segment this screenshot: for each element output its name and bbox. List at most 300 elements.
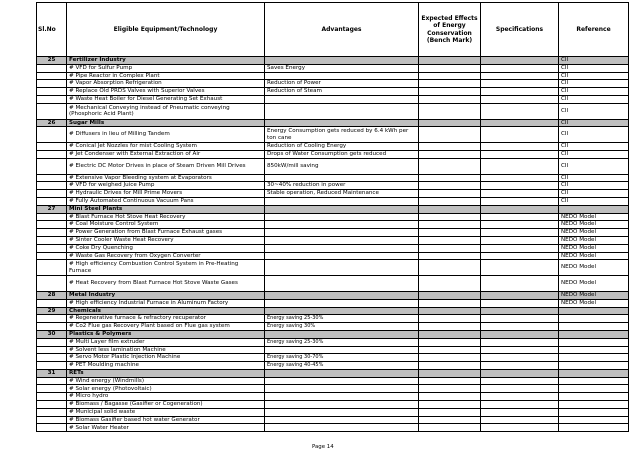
section-reference: NEDO Model — [559, 291, 629, 299]
row-number-cell — [37, 252, 67, 260]
section-row — [37, 307, 629, 315]
section-number: 28 — [37, 291, 67, 299]
section-number: 25 — [37, 57, 67, 65]
reference-cell: CII — [559, 190, 629, 198]
equipment-cell: # Hydraulic Drives for Mill Prime Movers — [67, 190, 265, 198]
section-advantages-cell — [265, 57, 419, 65]
section-expected-cell — [419, 205, 481, 213]
table-row — [37, 354, 629, 362]
specifications-cell — [481, 229, 559, 237]
expected-effects-cell — [419, 95, 481, 103]
advantages-cell: Energy saving 25-30% — [265, 315, 419, 323]
equipment-cell: # Coal Moisture Control System — [67, 221, 265, 229]
section-title: Chemicals — [67, 307, 265, 315]
row-number-cell — [37, 276, 67, 292]
section-spec-cell — [481, 330, 559, 338]
row-number-cell — [37, 64, 67, 72]
equipment-cell: # High efficiency Industrial Furnace in Aluminum Factory — [67, 299, 265, 307]
expected-effects-cell — [419, 244, 481, 252]
page-number: Page 14 — [312, 444, 334, 450]
table-row — [37, 362, 629, 370]
specifications-cell — [481, 197, 559, 205]
section-expected-cell — [419, 57, 481, 65]
specifications-cell — [481, 103, 559, 119]
advantages-cell: Drops of Water Consumption gets reduced — [265, 150, 419, 158]
table-row — [37, 346, 629, 354]
section-number: 26 — [37, 119, 67, 127]
reference-cell — [559, 346, 629, 354]
specifications-cell — [481, 338, 559, 346]
advantages-cell — [265, 236, 419, 244]
expected-effects-cell — [419, 252, 481, 260]
reference-cell: NEDO Model — [559, 260, 629, 276]
advantages-cell: Energy Consumption gets reduced by 6.4 kWh per ton cane — [265, 127, 419, 143]
advantages-cell — [265, 213, 419, 221]
section-reference — [559, 330, 629, 338]
reference-cell: NEDO Model — [559, 221, 629, 229]
row-number-cell — [37, 80, 67, 88]
equipment-cell: # Micro hydro — [67, 393, 265, 401]
equipment-cell: # Solar Water Heater — [67, 424, 265, 432]
expected-effects-cell — [419, 408, 481, 416]
expected-effects-cell — [419, 393, 481, 401]
section-row — [37, 369, 629, 377]
expected-effects-cell — [419, 213, 481, 221]
equipment-cell: # Vapor Absorption Refrigeration — [67, 80, 265, 88]
advantages-cell — [265, 299, 419, 307]
expected-effects-cell — [419, 182, 481, 190]
table-row — [37, 64, 629, 72]
specifications-cell — [481, 252, 559, 260]
advantages-cell: Reduction of Power — [265, 80, 419, 88]
advantages-cell: Energy saving 25-30% — [265, 338, 419, 346]
equipment-cell: # Multi Layer film extruder — [67, 338, 265, 346]
expected-effects-cell — [419, 127, 481, 143]
specifications-cell — [481, 362, 559, 370]
section-row — [37, 330, 629, 338]
advantages-cell: Energy saving 40-45% — [265, 362, 419, 370]
specifications-cell — [481, 315, 559, 323]
specifications-cell — [481, 323, 559, 331]
row-number-cell — [37, 299, 67, 307]
reference-cell — [559, 416, 629, 424]
reference-cell: NEDO Model — [559, 229, 629, 237]
section-reference: CII — [559, 57, 629, 65]
advantages-cell: Reduction of Cooling Energy — [265, 143, 419, 151]
equipment-cell: # Conical Jet Nozzles for mist Cooling System — [67, 143, 265, 151]
table-row — [37, 174, 629, 182]
row-number-cell — [37, 260, 67, 276]
reference-cell — [559, 315, 629, 323]
row-number-cell — [37, 338, 67, 346]
specifications-cell — [481, 354, 559, 362]
advantages-cell: Energy saving 30-70% — [265, 354, 419, 362]
row-number-cell — [37, 393, 67, 401]
specifications-cell — [481, 377, 559, 385]
reference-cell: CII — [559, 127, 629, 143]
equipment-cell: # Regenerative furnace & refractory recuperator — [67, 315, 265, 323]
section-number: 27 — [37, 205, 67, 213]
table-row — [37, 182, 629, 190]
row-number-cell — [37, 236, 67, 244]
row-number-cell — [37, 143, 67, 151]
reference-cell: CII — [559, 95, 629, 103]
table-row — [37, 80, 629, 88]
table-row — [37, 236, 629, 244]
header-row — [37, 3, 629, 57]
reference-cell: CII — [559, 174, 629, 182]
advantages-cell — [265, 103, 419, 119]
specifications-cell — [481, 213, 559, 221]
specifications-cell — [481, 260, 559, 276]
advantages-cell: Saves Energy — [265, 64, 419, 72]
expected-effects-cell — [419, 338, 481, 346]
expected-effects-cell — [419, 72, 481, 80]
specifications-cell — [481, 158, 559, 174]
advantages-cell — [265, 416, 419, 424]
specifications-cell — [481, 393, 559, 401]
row-number-cell — [37, 158, 67, 174]
advantages-cell: Energy saving 30% — [265, 323, 419, 331]
specifications-cell — [481, 236, 559, 244]
section-number: 30 — [37, 330, 67, 338]
table-row — [37, 401, 629, 409]
section-number: 29 — [37, 307, 67, 315]
advantages-cell — [265, 197, 419, 205]
expected-effects-cell — [419, 416, 481, 424]
expected-effects-cell — [419, 197, 481, 205]
equipment-cell: # Power Generation from Blast Furnace Exhaust gases — [67, 229, 265, 237]
advantages-cell — [265, 95, 419, 103]
row-number-cell — [37, 362, 67, 370]
specifications-cell — [481, 72, 559, 80]
advantages-cell: 850kW/mill saving — [265, 158, 419, 174]
reference-cell: NEDO Model — [559, 236, 629, 244]
expected-effects-cell — [419, 299, 481, 307]
section-row — [37, 119, 629, 127]
equipment-cell: # Servo Motor Plastic Injection Machine — [67, 354, 265, 362]
table-row — [37, 408, 629, 416]
section-advantages-cell — [265, 330, 419, 338]
expected-effects-cell — [419, 401, 481, 409]
specifications-cell — [481, 80, 559, 88]
expected-effects-cell — [419, 362, 481, 370]
equipment-cell: # Pipe Reactor in Complex Plant — [67, 72, 265, 80]
expected-effects-cell — [419, 190, 481, 198]
reference-cell: CII — [559, 182, 629, 190]
reference-cell — [559, 424, 629, 432]
reference-cell: NEDO Model — [559, 276, 629, 292]
table-row — [37, 95, 629, 103]
row-number-cell — [37, 182, 67, 190]
section-title: Sugar Mills — [67, 119, 265, 127]
header-expected-effects: Expected Effects of Energy Conservation (Bench Mark) — [419, 3, 481, 57]
row-number-cell — [37, 197, 67, 205]
table-row — [37, 416, 629, 424]
specifications-cell — [481, 190, 559, 198]
equipment-cell: # Blast Furnace Hot Stove Heat Recovery — [67, 213, 265, 221]
table-row — [37, 150, 629, 158]
expected-effects-cell — [419, 346, 481, 354]
equipment-cell: # Co2 Flue gas Recovery Plant based on Flue gas system — [67, 323, 265, 331]
expected-effects-cell — [419, 158, 481, 174]
advantages-cell — [265, 276, 419, 292]
row-number-cell — [37, 346, 67, 354]
header-specifications: Specifications — [481, 3, 559, 57]
row-number-cell — [37, 190, 67, 198]
expected-effects-cell — [419, 424, 481, 432]
row-number-cell — [37, 88, 67, 96]
advantages-cell — [265, 424, 419, 432]
advantages-cell — [265, 377, 419, 385]
section-row — [37, 57, 629, 65]
equipment-cell: # Waste Gas Recovery from Oxygen Converter — [67, 252, 265, 260]
specifications-cell — [481, 424, 559, 432]
row-number-cell — [37, 213, 67, 221]
specifications-cell — [481, 408, 559, 416]
section-advantages-cell — [265, 205, 419, 213]
reference-cell: CII — [559, 72, 629, 80]
header-equipment: Eligible Equipment/Technology — [67, 3, 265, 57]
table-row — [37, 190, 629, 198]
advantages-cell — [265, 252, 419, 260]
reference-cell: CII — [559, 158, 629, 174]
specifications-cell — [481, 64, 559, 72]
reference-cell — [559, 385, 629, 393]
reference-cell: CII — [559, 150, 629, 158]
section-reference — [559, 369, 629, 377]
section-row — [37, 205, 629, 213]
section-title: RETs — [67, 369, 265, 377]
section-spec-cell — [481, 119, 559, 127]
table-row — [37, 72, 629, 80]
specifications-cell — [481, 127, 559, 143]
table-row — [37, 260, 629, 276]
advantages-cell: Reduction of Steam — [265, 88, 419, 96]
row-number-cell — [37, 323, 67, 331]
expected-effects-cell — [419, 354, 481, 362]
equipment-table — [36, 2, 629, 432]
section-reference — [559, 307, 629, 315]
specifications-cell — [481, 88, 559, 96]
specifications-cell — [481, 385, 559, 393]
row-number-cell — [37, 354, 67, 362]
section-expected-cell — [419, 307, 481, 315]
reference-cell: CII — [559, 80, 629, 88]
equipment-cell: # Sinter Cooler Waste Heat Recovery — [67, 236, 265, 244]
specifications-cell — [481, 416, 559, 424]
section-expected-cell — [419, 369, 481, 377]
table-row — [37, 323, 629, 331]
table-row — [37, 377, 629, 385]
table-row — [37, 143, 629, 151]
section-advantages-cell — [265, 307, 419, 315]
table-row — [37, 158, 629, 174]
reference-cell: CII — [559, 197, 629, 205]
reference-cell: NEDO Model — [559, 299, 629, 307]
advantages-cell — [265, 401, 419, 409]
advantages-cell — [265, 408, 419, 416]
equipment-cell: # Electric DC Motor Drives in place of Steam Driven Mill Drives — [67, 158, 265, 174]
reference-cell — [559, 377, 629, 385]
row-number-cell — [37, 174, 67, 182]
advantages-cell: Stable operation, Reduced Maintenance — [265, 190, 419, 198]
advantages-cell — [265, 393, 419, 401]
reference-cell — [559, 362, 629, 370]
section-spec-cell — [481, 57, 559, 65]
expected-effects-cell — [419, 229, 481, 237]
reference-cell — [559, 323, 629, 331]
expected-effects-cell — [419, 88, 481, 96]
expected-effects-cell — [419, 385, 481, 393]
specifications-cell — [481, 346, 559, 354]
reference-cell: NEDO Model — [559, 244, 629, 252]
reference-cell — [559, 393, 629, 401]
reference-cell — [559, 401, 629, 409]
equipment-cell: # Waste Heat Boiler for Diesel Generating Set Exhaust — [67, 95, 265, 103]
reference-cell — [559, 354, 629, 362]
reference-cell: CII — [559, 64, 629, 72]
equipment-cell: # Municipal solid waste — [67, 408, 265, 416]
section-reference — [559, 205, 629, 213]
equipment-cell: # Coke Dry Quenching — [67, 244, 265, 252]
row-number-cell — [37, 229, 67, 237]
equipment-cell: # VFD for Sulfur Pump — [67, 64, 265, 72]
equipment-cell: # Solvent less lamination Machine — [67, 346, 265, 354]
specifications-cell — [481, 174, 559, 182]
equipment-cell: # Diffusers in lieu of Milling Tandem — [67, 127, 265, 143]
table-row — [37, 338, 629, 346]
table-row — [37, 213, 629, 221]
row-number-cell — [37, 103, 67, 119]
specifications-cell — [481, 95, 559, 103]
expected-effects-cell — [419, 221, 481, 229]
row-number-cell — [37, 377, 67, 385]
table-row — [37, 88, 629, 96]
section-reference: CII — [559, 119, 629, 127]
table-row — [37, 103, 629, 119]
reference-cell — [559, 338, 629, 346]
advantages-cell — [265, 72, 419, 80]
equipment-cell: # Jet Condenser with External Extraction of Air — [67, 150, 265, 158]
section-spec-cell — [481, 291, 559, 299]
expected-effects-cell — [419, 315, 481, 323]
table-body — [37, 57, 629, 432]
section-expected-cell — [419, 119, 481, 127]
equipment-cell: # VFD for weighed Juice Pump — [67, 182, 265, 190]
table-row — [37, 252, 629, 260]
reference-cell: NEDO Model — [559, 213, 629, 221]
specifications-cell — [481, 143, 559, 151]
section-title: Metal Industry — [67, 291, 265, 299]
advantages-cell — [265, 229, 419, 237]
equipment-cell: # Replace Old PRDS Valves with Superior Valves — [67, 88, 265, 96]
equipment-cell: # Solar energy (Photovoltaic) — [67, 385, 265, 393]
specifications-cell — [481, 276, 559, 292]
table-row — [37, 197, 629, 205]
section-spec-cell — [481, 205, 559, 213]
equipment-cell: # Extensive Vapor Bleeding system at Evaporators — [67, 174, 265, 182]
table-row — [37, 424, 629, 432]
advantages-cell — [265, 385, 419, 393]
section-advantages-cell — [265, 369, 419, 377]
row-number-cell — [37, 408, 67, 416]
row-number-cell — [37, 72, 67, 80]
expected-effects-cell — [419, 174, 481, 182]
advantages-cell — [265, 244, 419, 252]
expected-effects-cell — [419, 236, 481, 244]
reference-cell: CII — [559, 143, 629, 151]
expected-effects-cell — [419, 103, 481, 119]
section-expected-cell — [419, 330, 481, 338]
row-number-cell — [37, 221, 67, 229]
equipment-cell: # High efficiency Combustion Control System in Pre-Heating Furnace — [67, 260, 265, 276]
expected-effects-cell — [419, 323, 481, 331]
table-row — [37, 385, 629, 393]
equipment-cell: # Fully Automated Continuous Vacuum Pans — [67, 197, 265, 205]
header-reference: Reference — [559, 3, 629, 57]
table-row — [37, 276, 629, 292]
section-expected-cell — [419, 291, 481, 299]
equipment-cell: # Mechanical Conveying instead of Pneumatic conveying (Phosphoric Acid Plant) — [67, 103, 265, 119]
section-advantages-cell — [265, 119, 419, 127]
specifications-cell — [481, 401, 559, 409]
expected-effects-cell — [419, 377, 481, 385]
equipment-cell: # Wind energy (Windmills) — [67, 377, 265, 385]
table-row — [37, 393, 629, 401]
row-number-cell — [37, 416, 67, 424]
row-number-cell — [37, 315, 67, 323]
advantages-cell: 30~40% reduction in power — [265, 182, 419, 190]
table-row — [37, 299, 629, 307]
row-number-cell — [37, 244, 67, 252]
section-row — [37, 291, 629, 299]
advantages-cell — [265, 346, 419, 354]
row-number-cell — [37, 127, 67, 143]
row-number-cell — [37, 385, 67, 393]
equipment-cell: # PET Moulding machine — [67, 362, 265, 370]
reference-cell: CII — [559, 103, 629, 119]
expected-effects-cell — [419, 80, 481, 88]
equipment-table-sheet — [36, 2, 629, 432]
section-number: 31 — [37, 369, 67, 377]
table-row — [37, 229, 629, 237]
reference-cell: CII — [559, 88, 629, 96]
header-advantages: Advantages — [265, 3, 419, 57]
section-title: Mini Steel Plants — [67, 205, 265, 213]
specifications-cell — [481, 299, 559, 307]
reference-cell — [559, 408, 629, 416]
table-row — [37, 244, 629, 252]
table-row — [37, 221, 629, 229]
specifications-cell — [481, 182, 559, 190]
specifications-cell — [481, 150, 559, 158]
expected-effects-cell — [419, 64, 481, 72]
equipment-cell: # Biomass Gasifier based hot water Generator — [67, 416, 265, 424]
row-number-cell — [37, 150, 67, 158]
expected-effects-cell — [419, 143, 481, 151]
equipment-cell: # Heat Recovery from Blast Furnace Hot Stove Waste Gases — [67, 276, 265, 292]
section-title: Fertilizer Industry — [67, 57, 265, 65]
section-spec-cell — [481, 307, 559, 315]
advantages-cell — [265, 221, 419, 229]
header-sl-no: Sl.No — [37, 3, 67, 57]
specifications-cell — [481, 221, 559, 229]
advantages-cell — [265, 174, 419, 182]
section-advantages-cell — [265, 291, 419, 299]
expected-effects-cell — [419, 150, 481, 158]
section-spec-cell — [481, 369, 559, 377]
